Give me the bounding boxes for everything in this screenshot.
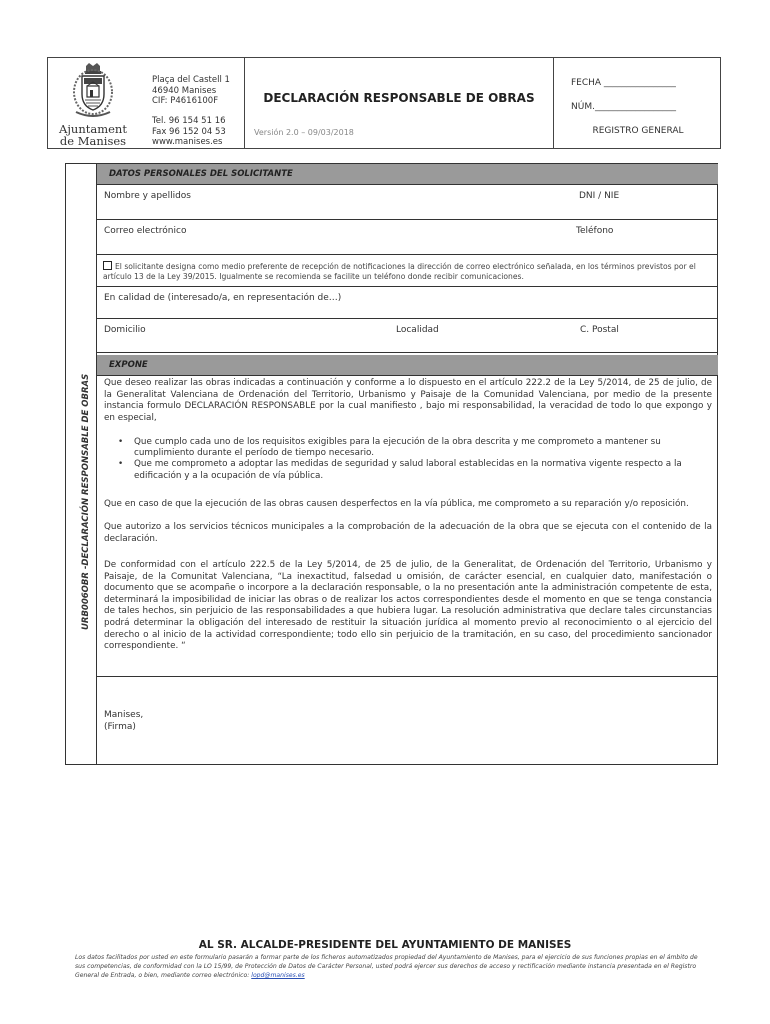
version-label: Versión 2.0 – 09/03/2018: [254, 128, 354, 137]
row-correo[interactable]: [97, 220, 718, 255]
addressee-title: AL SR. ALCALDE-PRESIDENTE DEL AYUNTAMIENTO DE MANISES: [198, 939, 572, 951]
coat-of-arms-icon: [70, 62, 116, 120]
address-line: Plaça del Castell 1: [152, 75, 230, 85]
row-nombre[interactable]: [97, 185, 718, 220]
declaration-form: [65, 163, 718, 765]
domicilio-label: Domicilio: [104, 325, 146, 335]
list-item: [104, 459, 712, 481]
fecha-field[interactable]: FECHA ________________: [571, 78, 676, 88]
bullet-icon: •: [118, 437, 124, 447]
address-line: 46940 Manises: [152, 85, 217, 96]
expone-paragraph: Que autorizo a los servicios técnicos municipales a la comprobación de la adecuación de la obra que se ejecuta con el contenido de la declaración.: [104, 522, 712, 544]
signature-label: (Firma): [104, 722, 136, 732]
logo-text-ajuntament: Ajuntament: [59, 122, 127, 136]
notification-preference: [103, 261, 713, 281]
expone-paragraph: Que deseo realizar las obras indicadas a continuación y conforme a lo dispuesto en el artículo 222.2 de la Ley 5/2014, de 25 de julio, de la Generalitat Valenciana de Ordenación del Territorio, Urbanismo y Paisaje de la Comunidad Valenciana, por medio de la presente instancia formulo DECLARACIÓN RESPONSABLE por la cual manifiesto , bajo mi responsabilidad, la veracidad de todo lo que expongo y en especial,: [104, 378, 712, 423]
telefono-label: Teléfono: [576, 226, 614, 236]
section-header-expone: [97, 355, 718, 376]
cpostal-label: C. Postal: [580, 325, 619, 335]
document-header: [47, 57, 721, 149]
nombre-label: Nombre y apellidos: [104, 191, 191, 201]
section-title: EXPONE: [109, 360, 148, 370]
side-label: URB006OBR -DECLARACIÓN RESPONSABLE DE OBRAS: [81, 373, 91, 630]
legal-paragraph: De conformidad con el artículo 222.5 de la Ley 5/2014, de 25 de julio, de la Generalitat, de Ordenación del Territorio, Urbanismo y Paisaje, de la Comunitat Valenciana, “La inexactitud, falsedad u omisión, de carácter esencial, en cualquier dato, manifestación o documento que se acompañe o incorpore a la declaración responsable, o la no presentación ante la administración competente de esta, determinará la imposibilidad de iniciar las obras o de realizar los actos correspondientes desde el momento en que se tenga constancia de tales hechos, sin perjuicio de las responsabilidades a que hubiera lugar. La resolución administrativa que declare tales circunstancias podrá determinar la obligación del interesado de restituir la situación jurídica al momento previo al reconocimiento o al ejercicio del derecho o al inicio de la actividad correspondiente; todo ello sin perjuicio de la tramitación, en su caso, del procedimiento sancionador correspondiente. “: [104, 560, 712, 652]
contact-block: [152, 116, 226, 148]
commitments-list: [104, 437, 712, 482]
localidad-label: Localidad: [396, 325, 439, 335]
section-title: DATOS PERSONALES DEL SOLICITANTE: [109, 169, 293, 179]
document-title: DECLARACIÓN RESPONSABLE DE OBRAS: [263, 91, 535, 105]
bullet-icon: •: [118, 459, 124, 470]
notification-text: El solicitante designa como medio preferente de recepción de notificaciones la dirección de correo electrónico señalada, en los términos previstos por el artículo 13 de la Ley 39/2015. Igualmente se recomienda se facilite un teléfono donde recibir comunicaciones.: [103, 262, 696, 281]
website: www.manises.es: [152, 137, 223, 147]
privacy-notice: [75, 953, 700, 980]
form-main: [97, 164, 718, 764]
privacy-email-link[interactable]: lopd@manises.es: [251, 972, 305, 979]
row-domicilio[interactable]: [97, 319, 718, 353]
section-header-datos: [97, 164, 718, 185]
signature-block[interactable]: [104, 709, 143, 733]
row-calidad[interactable]: [97, 286, 718, 319]
num-field[interactable]: NÚM.__________________: [571, 102, 676, 112]
list-item: [104, 437, 712, 459]
logo-text-manises: de Manises: [59, 134, 127, 148]
firma-divider: [97, 676, 718, 677]
side-label-column: [66, 164, 97, 764]
registro-general-label: REGISTRO GENERAL: [592, 126, 684, 136]
municipal-logo: [56, 62, 130, 146]
correo-label: Correo electrónico: [104, 226, 187, 236]
list-item-text: Que cumplo cada uno de los requisitos exigibles para la ejecución de la obra descrita y me comprometo a mantener su cumplimiento durante el período de tiempo necesario.: [134, 437, 661, 459]
calidad-label: En calidad de (interesado/a, en representación de…): [104, 293, 342, 303]
address-line: CIF: P4616100F: [152, 96, 219, 106]
phone: Tel. 96 154 51 16: [152, 116, 226, 126]
signature-place: Manises,: [104, 710, 144, 720]
dni-label: DNI / NIE: [579, 191, 620, 201]
address-block: [152, 75, 230, 107]
notification-checkbox[interactable]: [103, 261, 112, 270]
list-item-text: Que me comprometo a adoptar las medidas de seguridad y salud laboral establecidas en la normativa vigente respecto a la edificación y a la ocupación de vía pública.: [134, 459, 682, 481]
expone-paragraph: Que en caso de que la ejecución de las obras causen desperfectos en la vía pública, me comprometo a su reparación y/o reposición.: [104, 499, 689, 509]
fax: Fax 96 152 04 53: [152, 126, 226, 137]
privacy-text: Los datos facilitados por usted en este formulario pasarán a formar parte de los ficheros automatizados propiedad del Ayuntamiento de Manises, para el ejercicio de sus funciones propias en el ámbito de sus competencias, de conformidad con la LO 15/99, de Protección de Datos de Carácter Personal, usted podrá ejercer sus derechos de acceso y rectificación mediante instancia presentada en el Registro General de Entrada, o bien, mediante correo electrónico:: [75, 954, 698, 979]
